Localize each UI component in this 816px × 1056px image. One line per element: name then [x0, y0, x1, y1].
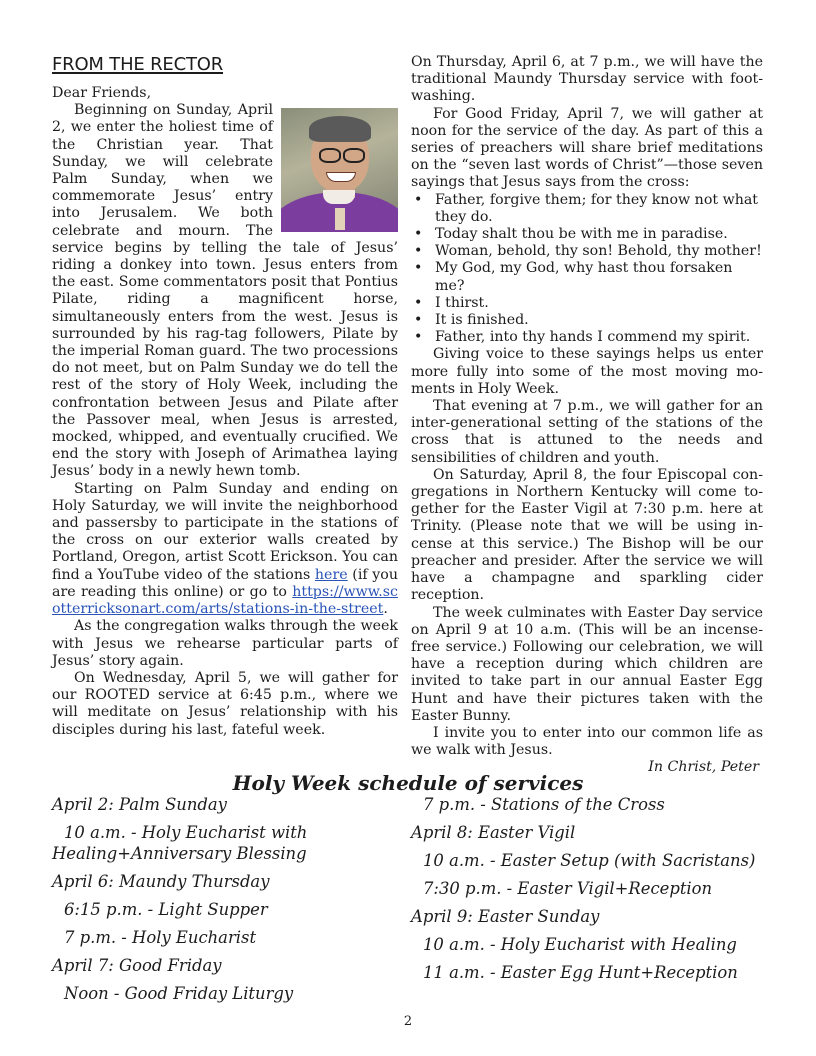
- page-number: 2: [403, 1014, 413, 1029]
- schedule-day: April 6: Maundy Thursday: [52, 871, 270, 891]
- artist-website-link[interactable]: https://www.scotterricksonart.com/arts/stations-in-the-street: [52, 583, 398, 618]
- schedule-day: April 7: Good Friday: [52, 955, 222, 975]
- signature: In Christ, Peter: [648, 759, 759, 776]
- letter-left-column: [52, 54, 398, 739]
- bullet-icon: •: [414, 243, 423, 260]
- bullet-icon: •: [414, 294, 423, 311]
- schedule-day: April 9: Easter Sunday: [411, 907, 600, 926]
- schedule-right-column: [411, 795, 771, 984]
- bullet-icon: •: [414, 191, 423, 208]
- schedule-item: 10 a.m. - Holy Eucharist with Healing: [423, 935, 737, 954]
- bullet-icon: •: [414, 329, 423, 346]
- schedule-day: April 2: Palm Sunday: [52, 795, 227, 814]
- list-item: • My God, my God, why hast thou forsaken me?: [414, 260, 733, 294]
- salutation: Dear Friends,: [52, 85, 152, 101]
- paragraph-congregation: As the congregation walks through the week with Jesus we rehearse particular parts of Jesus’ story again.: [52, 618, 398, 669]
- paragraph-easter-day: The week culminates with Easter Day service on April 9 at 10 a.m. (This will be an incense-free service.) Following our celebration, we will have a reception during which children are invited to take part in our annual Easter Egg Hunt and have their pictures taken with the Easter Bunny.: [411, 604, 763, 724]
- paragraph-sayings: Giving voice to these sayings helps us enter more fully into some of the most moving moments in Holy Week.: [411, 346, 763, 397]
- schedule-item: 11 a.m. - Easter Egg Hunt+Reception: [423, 963, 738, 982]
- schedule-item: 7:30 p.m. - Easter Vigil+Reception: [423, 879, 713, 898]
- paragraph-palm-sunday: Beginning on Sunday, April 2, we enter the holiest time of the Christian year. That Sunday, we will celebrate Palm Sunday, when we commemorate Jesus’ entry into Jerusalem. We both celebrate and mourn. The service begins by telling the tale of Jesus’ riding a donkey into town. Jesus enters from the east. Some commentators posit that Pontius Pilate, riding a magnificent horse, simultaneously enters from the west. Jesus is surrounded by his rag-tag followers, Pilate by the imperial Roman guard. The two processions do not meet, but on Palm Sunday we do tell the rest of the story of Holy Week, including the confrontation between Jesus and Pilate after the Passover meal, when Jesus is arrested, mocked, whipped, and eventually crucified. We end the story with Joseph of Arimathea laying Jesus’ body in a newly hewn tomb.: [52, 102, 398, 480]
- paragraph-easter-vigil: On Saturday, April 8, the four Episcopal congregations in Northern Kentucky will come together for the Easter Vigil at 7:30 p.m. here at Trinity. (Please note that we will be using incense at this service.) The Bishop will be our preacher and presider. After the service we will have a champagne and sparkling cider reception.: [411, 466, 763, 604]
- schedule-left-column: [52, 795, 397, 1004]
- schedule-item: 6:15 p.m. - Light Supper: [64, 899, 268, 919]
- schedule-item: 7 p.m. - Holy Eucharist: [64, 927, 257, 947]
- paragraph-stations: [52, 481, 398, 619]
- stations-text-middle: (if you are reading this online) or go to: [52, 566, 398, 600]
- schedule-item: 10 a.m. - Holy Eucharist with Healing+Anniversary Blessing: [52, 823, 308, 863]
- list-item: • It is finished.: [414, 312, 529, 329]
- schedule-title: Holy Week schedule of services: [232, 771, 584, 795]
- letter-right-column: [411, 54, 763, 777]
- paragraph-evening: That evening at 7 p.m., we will gather for an inter-generational setting of the stations of the cross that is attuned to the needs and sensibilities of children and youth.: [411, 398, 763, 466]
- schedule-item: 10 a.m. - Easter Setup (with Sacristans): [423, 851, 756, 870]
- paragraph-thursday: On Thursday, April 6, at 7 p.m., we will have the traditional Maundy Thursday service with foot-washing.: [411, 54, 763, 105]
- stations-text-end: .: [383, 601, 388, 618]
- list-item: • Today shalt thou be with me in paradise.: [414, 226, 728, 243]
- schedule-item: Noon - Good Friday Liturgy: [64, 983, 294, 1003]
- bullet-icon: •: [414, 312, 423, 329]
- paragraph-invitation: I invite you to enter into our common life as we walk with Jesus.: [411, 724, 763, 759]
- bullet-icon: •: [414, 226, 423, 243]
- paragraph-good-friday: For Good Friday, April 7, we will gather at noon for the service of the day. As part of this a series of preachers will share brief meditations on the “seven last words of Christ”—those seven sayings that Jesus says from the cross:: [411, 105, 763, 191]
- bullet-icon: •: [414, 260, 423, 277]
- paragraph-wednesday: On Wednesday, April 5, we will gather for our ROOTED service at 6:45 p.m., where we will meditate on Jesus’ relationship with his disciples during his last, fateful week.: [52, 669, 398, 738]
- list-item: • Father, forgive them; for they know not what they do.: [414, 191, 759, 225]
- rector-photo: [281, 108, 398, 232]
- list-item: • Father, into thy hands I commend my spirit.: [414, 329, 751, 346]
- list-item: • I thirst.: [414, 294, 489, 311]
- list-item: • Woman, behold, thy son! Behold, thy mother!: [414, 243, 762, 260]
- stations-text: Starting on Palm Sunday and ending on Holy Saturday, we will invite the neighborhood and passersby to participate in the stations of the cross on our exterior walls created by Portland, Oregon, artist Scott Erickson. You can find a YouTube video of the stations: [52, 480, 398, 583]
- schedule-day: April 8: Easter Vigil: [411, 823, 576, 842]
- seven-last-words-list: [411, 192, 763, 347]
- youtube-link[interactable]: here: [314, 566, 348, 583]
- section-title: FROM THE RECTOR: [52, 54, 224, 75]
- schedule-item: 7 p.m. - Stations of the Cross: [423, 795, 665, 814]
